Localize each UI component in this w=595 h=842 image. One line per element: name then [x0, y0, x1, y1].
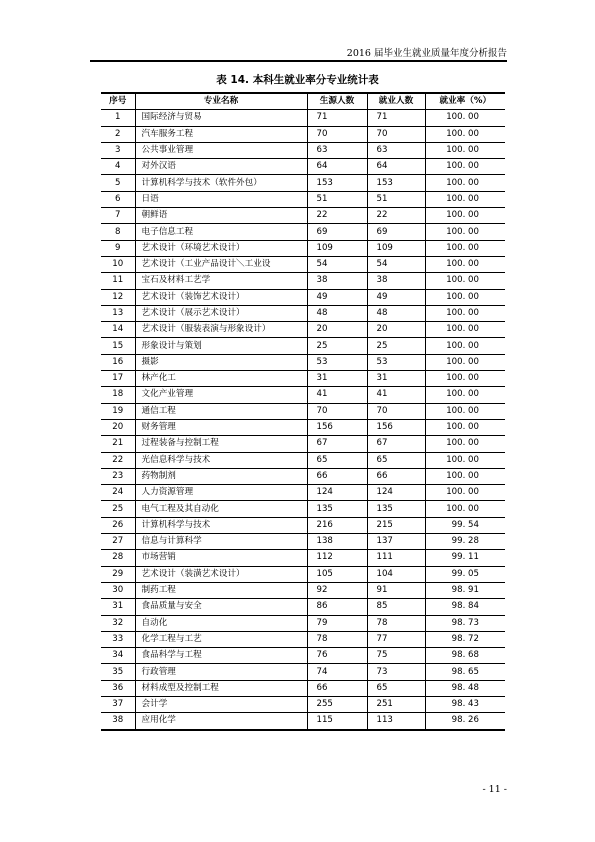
column-header-graduates: 生源人数 [307, 93, 367, 110]
major-name-cell: 过程装备与控制工程 [135, 436, 307, 452]
graduates-cell: 22 [307, 208, 367, 224]
table-row [101, 126, 505, 142]
graduates-cell: 124 [307, 485, 367, 501]
serial-cell: 30 [101, 582, 135, 598]
major-name-cell: 行政管理 [135, 664, 307, 680]
major-name-cell: 艺术设计（工业产品设计＼工业设 [135, 256, 307, 272]
rate-cell: 100. 00 [425, 110, 505, 126]
table-row [101, 142, 505, 158]
rate-cell: 98. 68 [425, 648, 505, 664]
rate-cell: 100. 00 [425, 159, 505, 175]
employed-cell: 153 [367, 175, 425, 191]
serial-cell: 15 [101, 338, 135, 354]
table-row [101, 615, 505, 631]
serial-cell: 28 [101, 550, 135, 566]
graduates-cell: 255 [307, 696, 367, 712]
rate-cell: 100. 00 [425, 305, 505, 321]
employed-cell: 215 [367, 517, 425, 533]
table-row [101, 208, 505, 224]
rate-cell: 100. 00 [425, 175, 505, 191]
major-name-cell: 电子信息工程 [135, 224, 307, 240]
table-row [101, 566, 505, 582]
major-name-cell: 艺术设计（展示艺术设计） [135, 305, 307, 321]
serial-cell: 16 [101, 354, 135, 370]
table-row [101, 403, 505, 419]
rate-cell: 98. 48 [425, 680, 505, 696]
serial-cell: 20 [101, 419, 135, 435]
graduates-cell: 20 [307, 322, 367, 338]
major-name-cell: 宝石及材料工艺学 [135, 273, 307, 289]
table-row [101, 419, 505, 435]
table-row [101, 534, 505, 550]
major-name-cell: 应用化学 [135, 713, 307, 730]
graduates-cell: 70 [307, 403, 367, 419]
employed-cell: 53 [367, 354, 425, 370]
major-name-cell: 会计学 [135, 696, 307, 712]
table-row [101, 436, 505, 452]
rate-cell: 100. 00 [425, 191, 505, 207]
table-row [101, 371, 505, 387]
employed-cell: 104 [367, 566, 425, 582]
major-name-cell: 制药工程 [135, 582, 307, 598]
rate-cell: 100. 00 [425, 126, 505, 142]
employed-cell: 63 [367, 142, 425, 158]
graduates-cell: 66 [307, 468, 367, 484]
serial-cell: 6 [101, 191, 135, 207]
table-row [101, 452, 505, 468]
graduates-cell: 86 [307, 599, 367, 615]
major-name-cell: 摄影 [135, 354, 307, 370]
serial-cell: 4 [101, 159, 135, 175]
serial-cell: 21 [101, 436, 135, 452]
graduates-cell: 67 [307, 436, 367, 452]
serial-cell: 19 [101, 403, 135, 419]
table-row [101, 550, 505, 566]
major-name-cell: 艺术设计（装饰艺术设计） [135, 289, 307, 305]
major-name-cell: 朝鲜语 [135, 208, 307, 224]
rate-cell: 100. 00 [425, 419, 505, 435]
rate-cell: 100. 00 [425, 436, 505, 452]
employed-cell: 78 [367, 615, 425, 631]
employed-cell: 66 [367, 468, 425, 484]
column-header-serial: 序号 [101, 93, 135, 110]
table-row [101, 664, 505, 680]
graduates-cell: 31 [307, 371, 367, 387]
rate-cell: 100. 00 [425, 371, 505, 387]
table-row [101, 256, 505, 272]
rate-cell: 100. 00 [425, 322, 505, 338]
table-header-row [101, 93, 505, 110]
major-name-cell: 国际经济与贸易 [135, 110, 307, 126]
major-name-cell: 艺术设计（装潢艺术设计） [135, 566, 307, 582]
employed-cell: 67 [367, 436, 425, 452]
table-row [101, 191, 505, 207]
major-name-cell: 食品质量与安全 [135, 599, 307, 615]
table-row [101, 696, 505, 712]
serial-cell: 12 [101, 289, 135, 305]
employed-cell: 137 [367, 534, 425, 550]
employed-cell: 77 [367, 631, 425, 647]
serial-cell: 33 [101, 631, 135, 647]
serial-cell: 25 [101, 501, 135, 517]
employed-cell: 31 [367, 371, 425, 387]
rate-cell: 98. 73 [425, 615, 505, 631]
table-row [101, 680, 505, 696]
table-caption: 表 14. 本科生就业率分专业统计表 [216, 74, 379, 86]
employed-cell: 73 [367, 664, 425, 680]
rate-cell: 99. 05 [425, 566, 505, 582]
graduates-cell: 76 [307, 648, 367, 664]
employed-cell: 69 [367, 224, 425, 240]
rate-cell: 98. 91 [425, 582, 505, 598]
running-header: 2016 届毕业生就业质量年度分析报告 [346, 48, 507, 59]
rate-cell: 100. 00 [425, 208, 505, 224]
serial-cell: 10 [101, 256, 135, 272]
graduates-cell: 74 [307, 664, 367, 680]
major-name-cell: 艺术设计（环境艺术设计） [135, 240, 307, 256]
serial-cell: 13 [101, 305, 135, 321]
table-row [101, 387, 505, 403]
serial-cell: 32 [101, 615, 135, 631]
employed-cell: 156 [367, 419, 425, 435]
table-row [101, 354, 505, 370]
rate-cell: 98. 65 [425, 664, 505, 680]
table-row [101, 468, 505, 484]
employed-cell: 75 [367, 648, 425, 664]
rate-cell: 100. 00 [425, 256, 505, 272]
major-name-cell: 财务管理 [135, 419, 307, 435]
rate-cell: 100. 00 [425, 273, 505, 289]
employed-cell: 22 [367, 208, 425, 224]
graduates-cell: 78 [307, 631, 367, 647]
serial-cell: 31 [101, 599, 135, 615]
graduates-cell: 66 [307, 680, 367, 696]
column-header-rate: 就业率（%） [425, 93, 505, 110]
employed-cell: 124 [367, 485, 425, 501]
serial-cell: 27 [101, 534, 135, 550]
serial-cell: 1 [101, 110, 135, 126]
graduates-cell: 135 [307, 501, 367, 517]
column-header-employed: 就业人数 [367, 93, 425, 110]
serial-cell: 2 [101, 126, 135, 142]
graduates-cell: 49 [307, 289, 367, 305]
header-rule [90, 60, 507, 62]
major-name-cell: 电气工程及其自动化 [135, 501, 307, 517]
serial-cell: 7 [101, 208, 135, 224]
major-name-cell: 日语 [135, 191, 307, 207]
rate-cell: 100. 00 [425, 452, 505, 468]
major-name-cell: 艺术设计（服装表演与形象设计） [135, 322, 307, 338]
major-name-cell: 对外汉语 [135, 159, 307, 175]
graduates-cell: 53 [307, 354, 367, 370]
serial-cell: 11 [101, 273, 135, 289]
major-name-cell: 食品科学与工程 [135, 648, 307, 664]
rate-cell: 100. 00 [425, 501, 505, 517]
employed-cell: 111 [367, 550, 425, 566]
major-name-cell: 光信息科学与技术 [135, 452, 307, 468]
employed-cell: 85 [367, 599, 425, 615]
graduates-cell: 63 [307, 142, 367, 158]
rate-cell: 100. 00 [425, 403, 505, 419]
serial-cell: 22 [101, 452, 135, 468]
page-number: - 11 - [482, 784, 507, 795]
rate-cell: 99. 28 [425, 534, 505, 550]
rate-cell: 99. 11 [425, 550, 505, 566]
graduates-cell: 64 [307, 159, 367, 175]
graduates-cell: 105 [307, 566, 367, 582]
employed-cell: 70 [367, 403, 425, 419]
rate-cell: 98. 26 [425, 713, 505, 730]
rate-cell: 100. 00 [425, 224, 505, 240]
serial-cell: 3 [101, 142, 135, 158]
major-name-cell: 材料成型及控制工程 [135, 680, 307, 696]
employed-cell: 113 [367, 713, 425, 730]
graduates-cell: 138 [307, 534, 367, 550]
column-header-major: 专业名称 [135, 93, 307, 110]
serial-cell: 23 [101, 468, 135, 484]
graduates-cell: 71 [307, 110, 367, 126]
table-row [101, 713, 505, 730]
graduates-cell: 51 [307, 191, 367, 207]
graduates-cell: 112 [307, 550, 367, 566]
rate-cell: 100. 00 [425, 468, 505, 484]
rate-cell: 100. 00 [425, 485, 505, 501]
graduates-cell: 25 [307, 338, 367, 354]
table-row [101, 501, 505, 517]
graduates-cell: 109 [307, 240, 367, 256]
table-row [101, 159, 505, 175]
graduates-cell: 38 [307, 273, 367, 289]
employed-cell: 20 [367, 322, 425, 338]
rate-cell: 98. 84 [425, 599, 505, 615]
table-row [101, 240, 505, 256]
graduates-cell: 115 [307, 713, 367, 730]
major-name-cell: 计算机科学与技术（软件外包） [135, 175, 307, 191]
graduates-cell: 216 [307, 517, 367, 533]
table-row [101, 517, 505, 533]
employed-cell: 65 [367, 680, 425, 696]
serial-cell: 18 [101, 387, 135, 403]
serial-cell: 26 [101, 517, 135, 533]
employed-cell: 71 [367, 110, 425, 126]
major-name-cell: 汽车服务工程 [135, 126, 307, 142]
rate-cell: 100. 00 [425, 338, 505, 354]
table-row [101, 485, 505, 501]
rate-cell: 100. 00 [425, 387, 505, 403]
table-body [101, 110, 505, 730]
employed-cell: 48 [367, 305, 425, 321]
employed-cell: 251 [367, 696, 425, 712]
graduates-cell: 153 [307, 175, 367, 191]
rate-cell: 98. 72 [425, 631, 505, 647]
employed-cell: 51 [367, 191, 425, 207]
table-row [101, 648, 505, 664]
major-name-cell: 公共事业管理 [135, 142, 307, 158]
graduates-cell: 79 [307, 615, 367, 631]
table-row [101, 322, 505, 338]
serial-cell: 24 [101, 485, 135, 501]
graduates-cell: 48 [307, 305, 367, 321]
table-row [101, 631, 505, 647]
employed-cell: 41 [367, 387, 425, 403]
serial-cell: 17 [101, 371, 135, 387]
graduates-cell: 70 [307, 126, 367, 142]
employed-cell: 65 [367, 452, 425, 468]
serial-cell: 9 [101, 240, 135, 256]
major-name-cell: 形象设计与策划 [135, 338, 307, 354]
major-name-cell: 信息与计算科学 [135, 534, 307, 550]
major-employment-table [101, 92, 505, 731]
table-row [101, 582, 505, 598]
serial-cell: 34 [101, 648, 135, 664]
employed-cell: 135 [367, 501, 425, 517]
major-name-cell: 人力资源管理 [135, 485, 307, 501]
graduates-cell: 69 [307, 224, 367, 240]
major-name-cell: 自动化 [135, 615, 307, 631]
employed-cell: 25 [367, 338, 425, 354]
employed-cell: 91 [367, 582, 425, 598]
rate-cell: 100. 00 [425, 354, 505, 370]
serial-cell: 14 [101, 322, 135, 338]
serial-cell: 29 [101, 566, 135, 582]
serial-cell: 36 [101, 680, 135, 696]
employed-cell: 54 [367, 256, 425, 272]
employed-cell: 109 [367, 240, 425, 256]
table-row [101, 338, 505, 354]
employed-cell: 49 [367, 289, 425, 305]
employed-cell: 64 [367, 159, 425, 175]
rate-cell: 98. 43 [425, 696, 505, 712]
table-row [101, 273, 505, 289]
rate-cell: 100. 00 [425, 142, 505, 158]
serial-cell: 38 [101, 713, 135, 730]
major-name-cell: 林产化工 [135, 371, 307, 387]
table-row [101, 175, 505, 191]
graduates-cell: 54 [307, 256, 367, 272]
table-row [101, 110, 505, 126]
major-name-cell: 计算机科学与技术 [135, 517, 307, 533]
graduates-cell: 41 [307, 387, 367, 403]
major-name-cell: 市场营销 [135, 550, 307, 566]
serial-cell: 5 [101, 175, 135, 191]
major-name-cell: 文化产业管理 [135, 387, 307, 403]
table-row [101, 599, 505, 615]
rate-cell: 99. 54 [425, 517, 505, 533]
graduates-cell: 92 [307, 582, 367, 598]
serial-cell: 37 [101, 696, 135, 712]
employed-cell: 70 [367, 126, 425, 142]
major-name-cell: 化学工程与工艺 [135, 631, 307, 647]
graduates-cell: 65 [307, 452, 367, 468]
major-name-cell: 通信工程 [135, 403, 307, 419]
graduates-cell: 156 [307, 419, 367, 435]
major-name-cell: 药物制剂 [135, 468, 307, 484]
rate-cell: 100. 00 [425, 240, 505, 256]
employed-cell: 38 [367, 273, 425, 289]
serial-cell: 8 [101, 224, 135, 240]
rate-cell: 100. 00 [425, 289, 505, 305]
serial-cell: 35 [101, 664, 135, 680]
table-row [101, 289, 505, 305]
table-row [101, 224, 505, 240]
table-row [101, 305, 505, 321]
